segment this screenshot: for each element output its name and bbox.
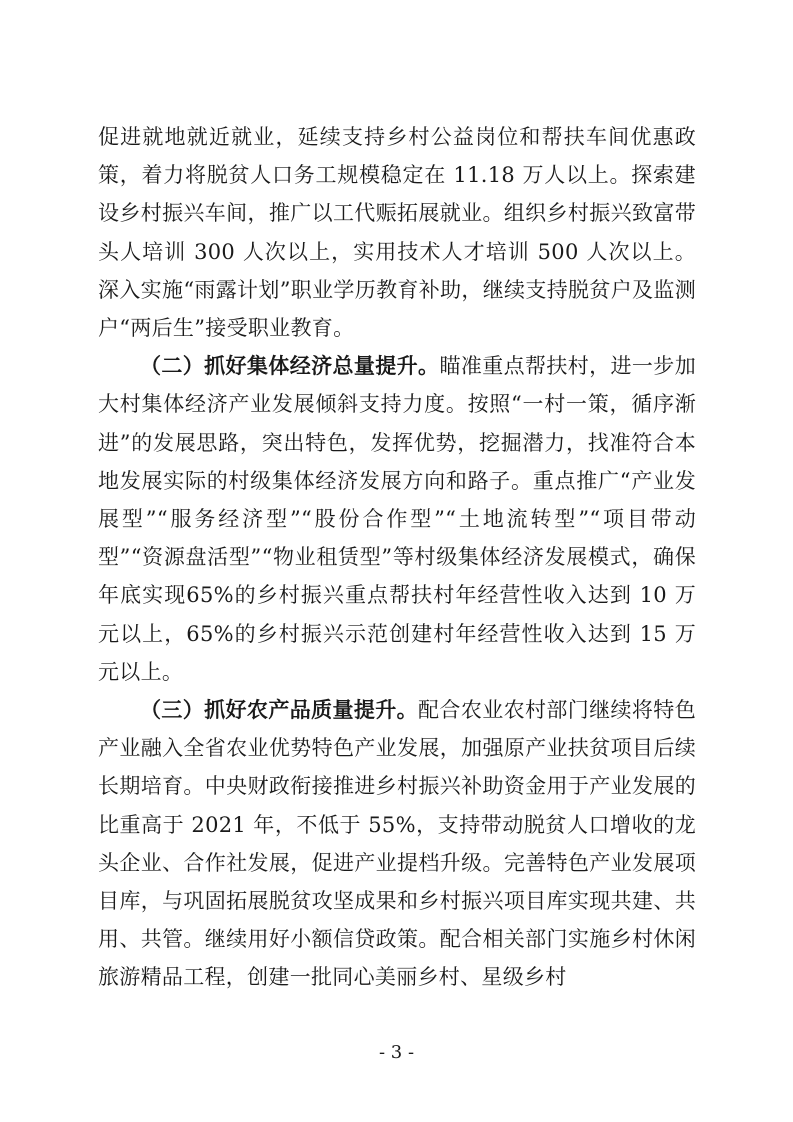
paragraph-3-text: 配合农业农村部门继续将特色产业融入全省农业优势特色产业发展，加强原产业扶贫项目后续长期培育。中央财政衔接推进乡村振兴补助资金用于产业发展的比重高于 2021 年，不低于 55%，支持带动脱贫人口增收的龙头企业、合作社发展，促进产业提档升级。完善特色产业发展项目库，与巩固拓展脱贫攻坚成果和乡村振兴项目库实现共建、共用、共管。继续用好小额信贷政策。配合相关部门实施乡村休闲旅游精品工程，创建一批同心美丽乡村、星级乡村 (98, 698, 696, 990)
paragraph-1 (98, 118, 696, 347)
paragraph-2-text: 瞄准重点帮扶村，进一步加大村集体经济产业发展倾斜支持力度。按照“一村一策，循序渐进”的发展思路，突出特色，发挥优势，挖掘潜力，找准符合本地发展实际的村级集体经济发展方向和路子。重点推广“产业发展型”“服务经济型”“股份合作型”“土地流转型”“项目带动型”“资源盘活型”“物业租赁型”等村级集体经济发展模式，确保年底实现65%的乡村振兴重点帮扶村年经营性收入达到 10 万元以上，65%的乡村振兴示范创建村年经营性收入达到 15 万元以上。 (98, 354, 696, 684)
paragraph-3 (98, 691, 696, 997)
page-number: - 3 - (378, 1042, 415, 1063)
paragraph-2-heading: （二）抓好集体经济总量提升。 (140, 353, 440, 379)
paragraph-2 (98, 347, 696, 691)
paragraph-1-text: 促进就地就近就业，延续支持乡村公益岗位和帮扶车间优惠政策，着力将脱贫人口务工规模稳定在 11.18 万人以上。探索建设乡村振兴车间，推广以工代赈拓展就业。组织乡村振兴致富带头人培训 300 人次以上，实用技术人才培训 500 人次以上。深入实施“雨露计划”职业学历教育补助，继续支持脱贫户及监测户“两后生”接受职业教育。 (98, 125, 696, 341)
paragraph-3-heading: （三）抓好农产品质量提升。 (140, 697, 419, 723)
body-text (98, 118, 696, 997)
